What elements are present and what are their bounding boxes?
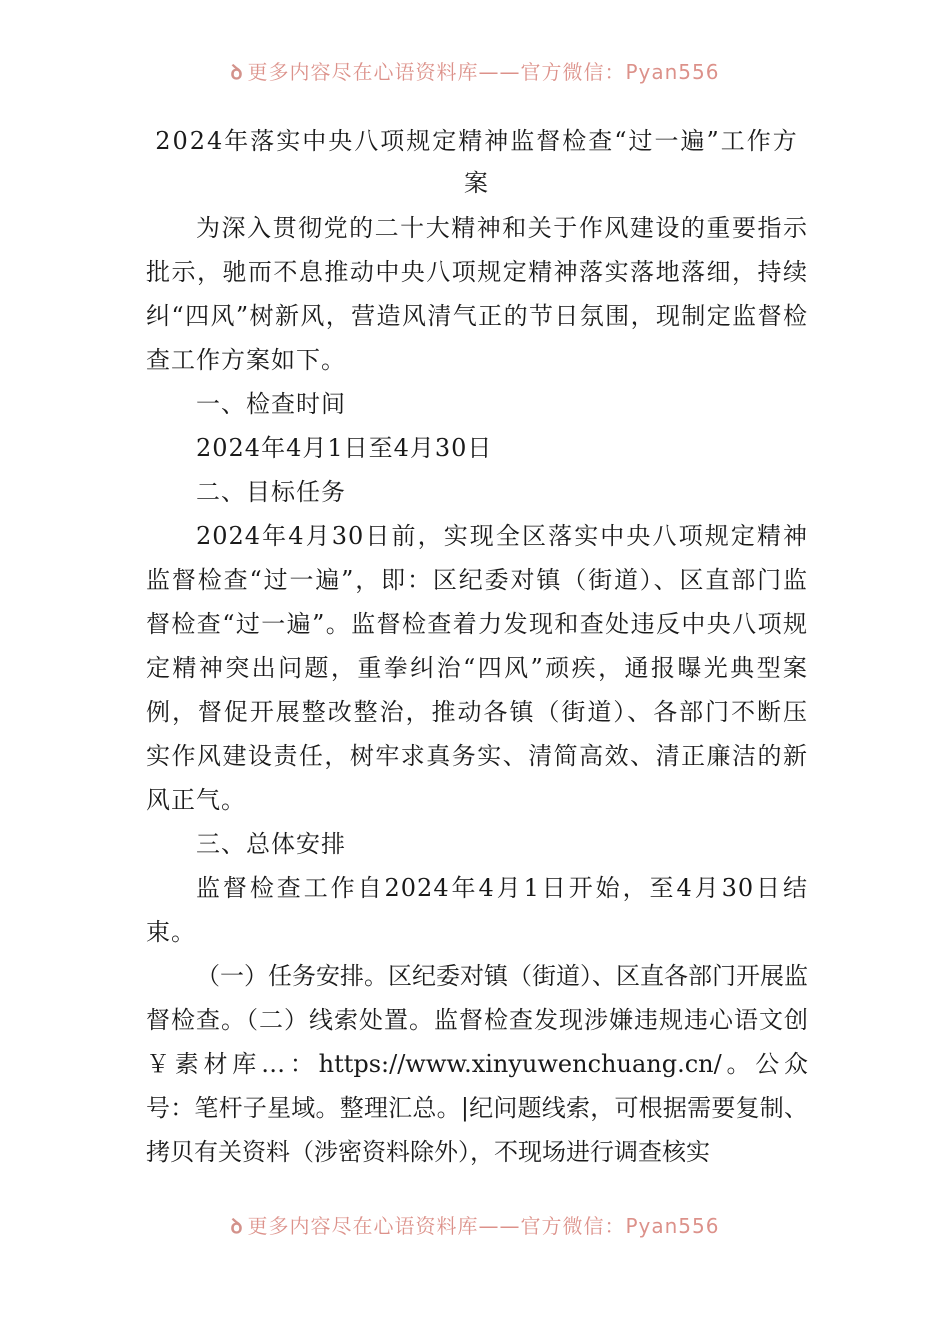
- watermark-text: 更多内容尽在心语资料库——官方微信：Pyan556: [247, 1214, 720, 1238]
- paragraph-tasks: （一）任务安排。区纪委对镇（街道）、区直各部门开展监督检查。（二）线索处置。监督检查发现涉嫌违规违心语文创￥素材库…：https://www.xinyuwenchuang.cn/。公众号：笔杆子星域。整理汇总。|纪问题线索，可根据需要复制、拷贝有关资料（涉密资料除外），不现场进行调查核实: [146, 962, 808, 1166]
- paragraph-intro: 为深入贯彻党的二十大精神和关于作风建设的重要指示批示，驰而不息推动中央八项规定精神落实落地落细，持续纠“四风”树新风，营造风清气正的节日氛围，现制定监督检查工作方案如下。: [146, 214, 808, 374]
- paragraph-check-dates: 2024年4月1日至4月30日: [196, 434, 493, 462]
- logo-icon: ꝺ: [230, 1214, 244, 1238]
- paragraph-goals: 2024年4月30日前，实现全区落实中央八项规定精神监督检查“过一遍”，即：区纪委对镇（街道）、区直部门监督检查“过一遍”。监督检查着力发现和查处违反中央八项规定精神突出问题，重拳纠治“四风”顽疾，通报曝光典型案例，督促开展整改整治，推动各镇（街道）、各部门不断压实作风建设责任，树牢求真务实、清简高效、清正廉洁的新风正气。: [146, 522, 808, 814]
- watermark-banner-bottom: [0, 1210, 950, 1238]
- document-title: 2024年落实中央八项规定精神监督检查“过一遍”工作方案: [155, 127, 799, 197]
- watermark-banner-top: [0, 56, 950, 84]
- paragraph-arrangement: 监督检查工作自2024年4月1日开始，至4月30日结束。: [146, 874, 808, 946]
- heading-check-time: 一、检查时间: [196, 390, 346, 418]
- document-body: [146, 120, 808, 1174]
- heading-arrangement: 三、总体安排: [196, 830, 346, 858]
- heading-goals: 二、目标任务: [196, 478, 346, 506]
- watermark-text: 更多内容尽在心语资料库——官方微信：Pyan556: [247, 60, 720, 84]
- logo-icon: ꝺ: [230, 60, 244, 84]
